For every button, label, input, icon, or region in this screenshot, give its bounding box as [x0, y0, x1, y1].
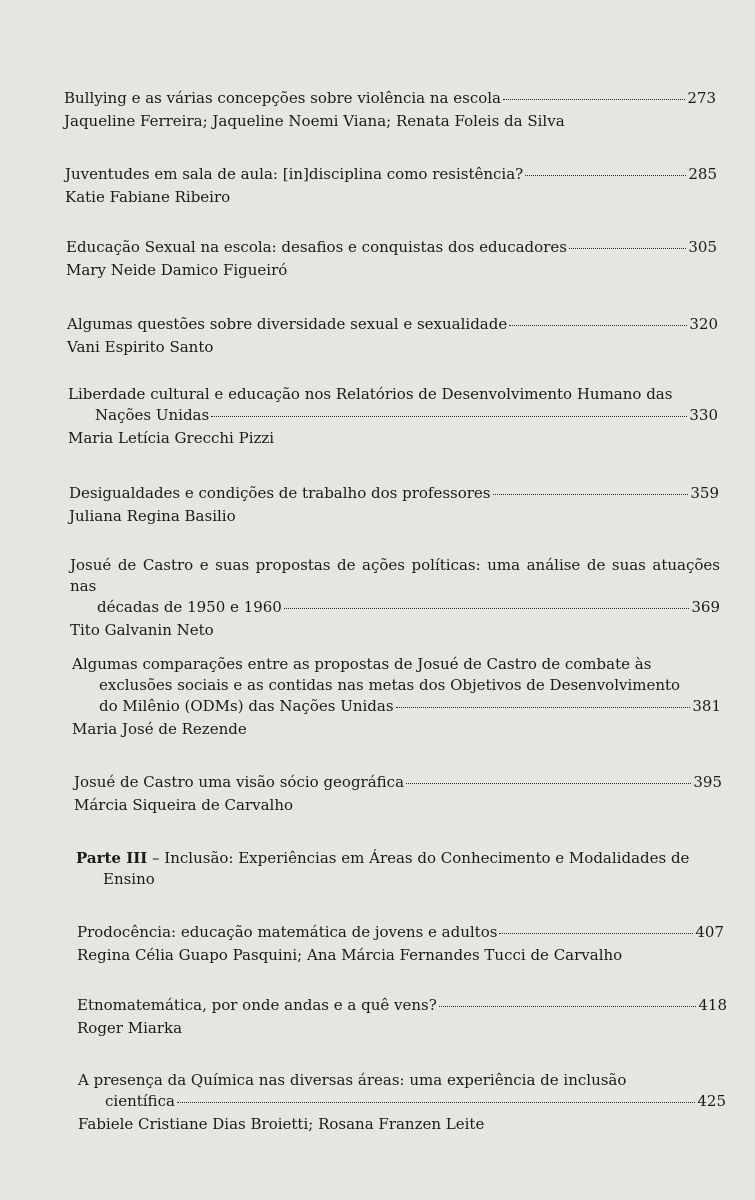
page-number: 320 — [689, 315, 718, 333]
page-number: 285 — [688, 165, 717, 183]
leader-dots — [406, 783, 691, 784]
entry-author: Juliana Regina Basilio — [69, 507, 236, 525]
leader-dots — [211, 416, 687, 417]
entry-title: científica — [105, 1092, 175, 1110]
entry-title: Desigualdades e condições de trabalho dos professores — [69, 484, 491, 502]
section-title-line — [76, 848, 722, 869]
section-title-line: Ensino — [103, 870, 155, 888]
entry-title: décadas de 1950 e 1960 — [97, 598, 282, 616]
entry-title: Educação Sexual na escola: desafios e conquistas dos educadores — [66, 238, 567, 256]
toc-entry — [70, 555, 720, 641]
leader-dots — [525, 175, 686, 176]
entry-title: Bullying e as várias concepções sobre violência na escola — [64, 89, 501, 107]
leader-dots — [499, 933, 693, 934]
entry-title: Prodocência: educação matemática de jovens e adultos — [77, 923, 498, 941]
entry-title: Josué de Castro uma visão sócio geográfica — [74, 773, 405, 791]
entry-title: Juventudes em sala de aula: [in]disciplina como resistência? — [65, 165, 524, 183]
section-heading — [76, 848, 722, 890]
page-number: 330 — [689, 406, 718, 424]
toc-entry — [72, 654, 721, 740]
entry-title: Algumas questões sobre diversidade sexual e sexualidade — [67, 315, 508, 333]
page-number: 418 — [698, 996, 727, 1014]
toc-entry — [67, 314, 718, 358]
entry-author: Maria José de Rezende — [72, 720, 247, 738]
entry-author: Roger Miarka — [77, 1019, 183, 1037]
entry-author: Regina Célia Guapo Pasquini; Ana Márcia Fernandes Tucci de Carvalho — [77, 946, 623, 964]
entry-author: Mary Neide Damico Figueiró — [66, 261, 288, 279]
entry-author: Fabiele Cristiane Dias Broietti; Rosana Franzen Leite — [78, 1115, 485, 1133]
page-number: 425 — [697, 1092, 726, 1110]
page-number: 381 — [692, 697, 721, 715]
entry-title-line: Liberdade cultural e educação nos Relatórios de Desenvolvimento Humano das — [68, 385, 673, 403]
toc-entry — [66, 237, 717, 281]
leader-dots — [177, 1102, 695, 1103]
leader-dots — [439, 1006, 697, 1007]
leader-dots — [509, 325, 687, 326]
entry-title: Nações Unidas — [95, 406, 210, 424]
leader-dots — [396, 707, 691, 708]
leader-dots — [493, 494, 689, 495]
entry-author: Katie Fabiane Ribeiro — [65, 188, 231, 206]
page-number: 273 — [687, 89, 716, 107]
toc-entry — [65, 164, 717, 208]
entry-author: Tito Galvanin Neto — [70, 621, 214, 639]
leader-dots — [569, 248, 686, 249]
entry-author: Vani Espirito Santo — [67, 338, 214, 356]
entry-title: do Milênio (ODMs) das Nações Unidas — [99, 697, 394, 715]
section-title: – Inclusão: Experiências em Áreas do Conhecimento e Modalidades de — [152, 849, 690, 867]
toc-entry — [69, 483, 719, 527]
entry-title-line: exclusões sociais e as contidas nas metas dos Objetivos de Desenvolvimento — [99, 676, 681, 694]
page-number: 305 — [688, 238, 717, 256]
section-label: Parte III — [76, 849, 148, 867]
toc-entry — [78, 1070, 726, 1135]
page-number: 407 — [695, 923, 724, 941]
page-number: 359 — [690, 484, 719, 502]
entry-title-line: Algumas comparações entre as propostas de Josué de Castro de combate às — [72, 655, 652, 673]
toc-entry — [77, 922, 724, 966]
toc-entry — [74, 772, 722, 816]
entry-author: Jaqueline Ferreira; Jaqueline Noemi Viana; Renata Foleis da Silva — [64, 112, 565, 130]
entry-title-line: A presença da Química nas diversas áreas: uma experiência de inclusão — [78, 1071, 627, 1089]
page-number: 395 — [693, 773, 722, 791]
toc-entry — [64, 88, 716, 132]
entry-author: Márcia Siqueira de Carvalho — [74, 796, 294, 814]
entry-title: Etnomatemática, por onde andas e a quê vens? — [77, 996, 437, 1014]
entry-title-line: Josué de Castro e suas propostas de ações políticas: uma análise de suas atuações nas — [70, 556, 720, 595]
toc-entry — [68, 384, 718, 449]
leader-dots — [284, 608, 690, 609]
toc-entry — [77, 995, 727, 1039]
leader-dots — [503, 99, 685, 100]
entry-author: Maria Letícia Grecchi Pizzi — [68, 429, 275, 447]
page-number: 369 — [691, 598, 720, 616]
